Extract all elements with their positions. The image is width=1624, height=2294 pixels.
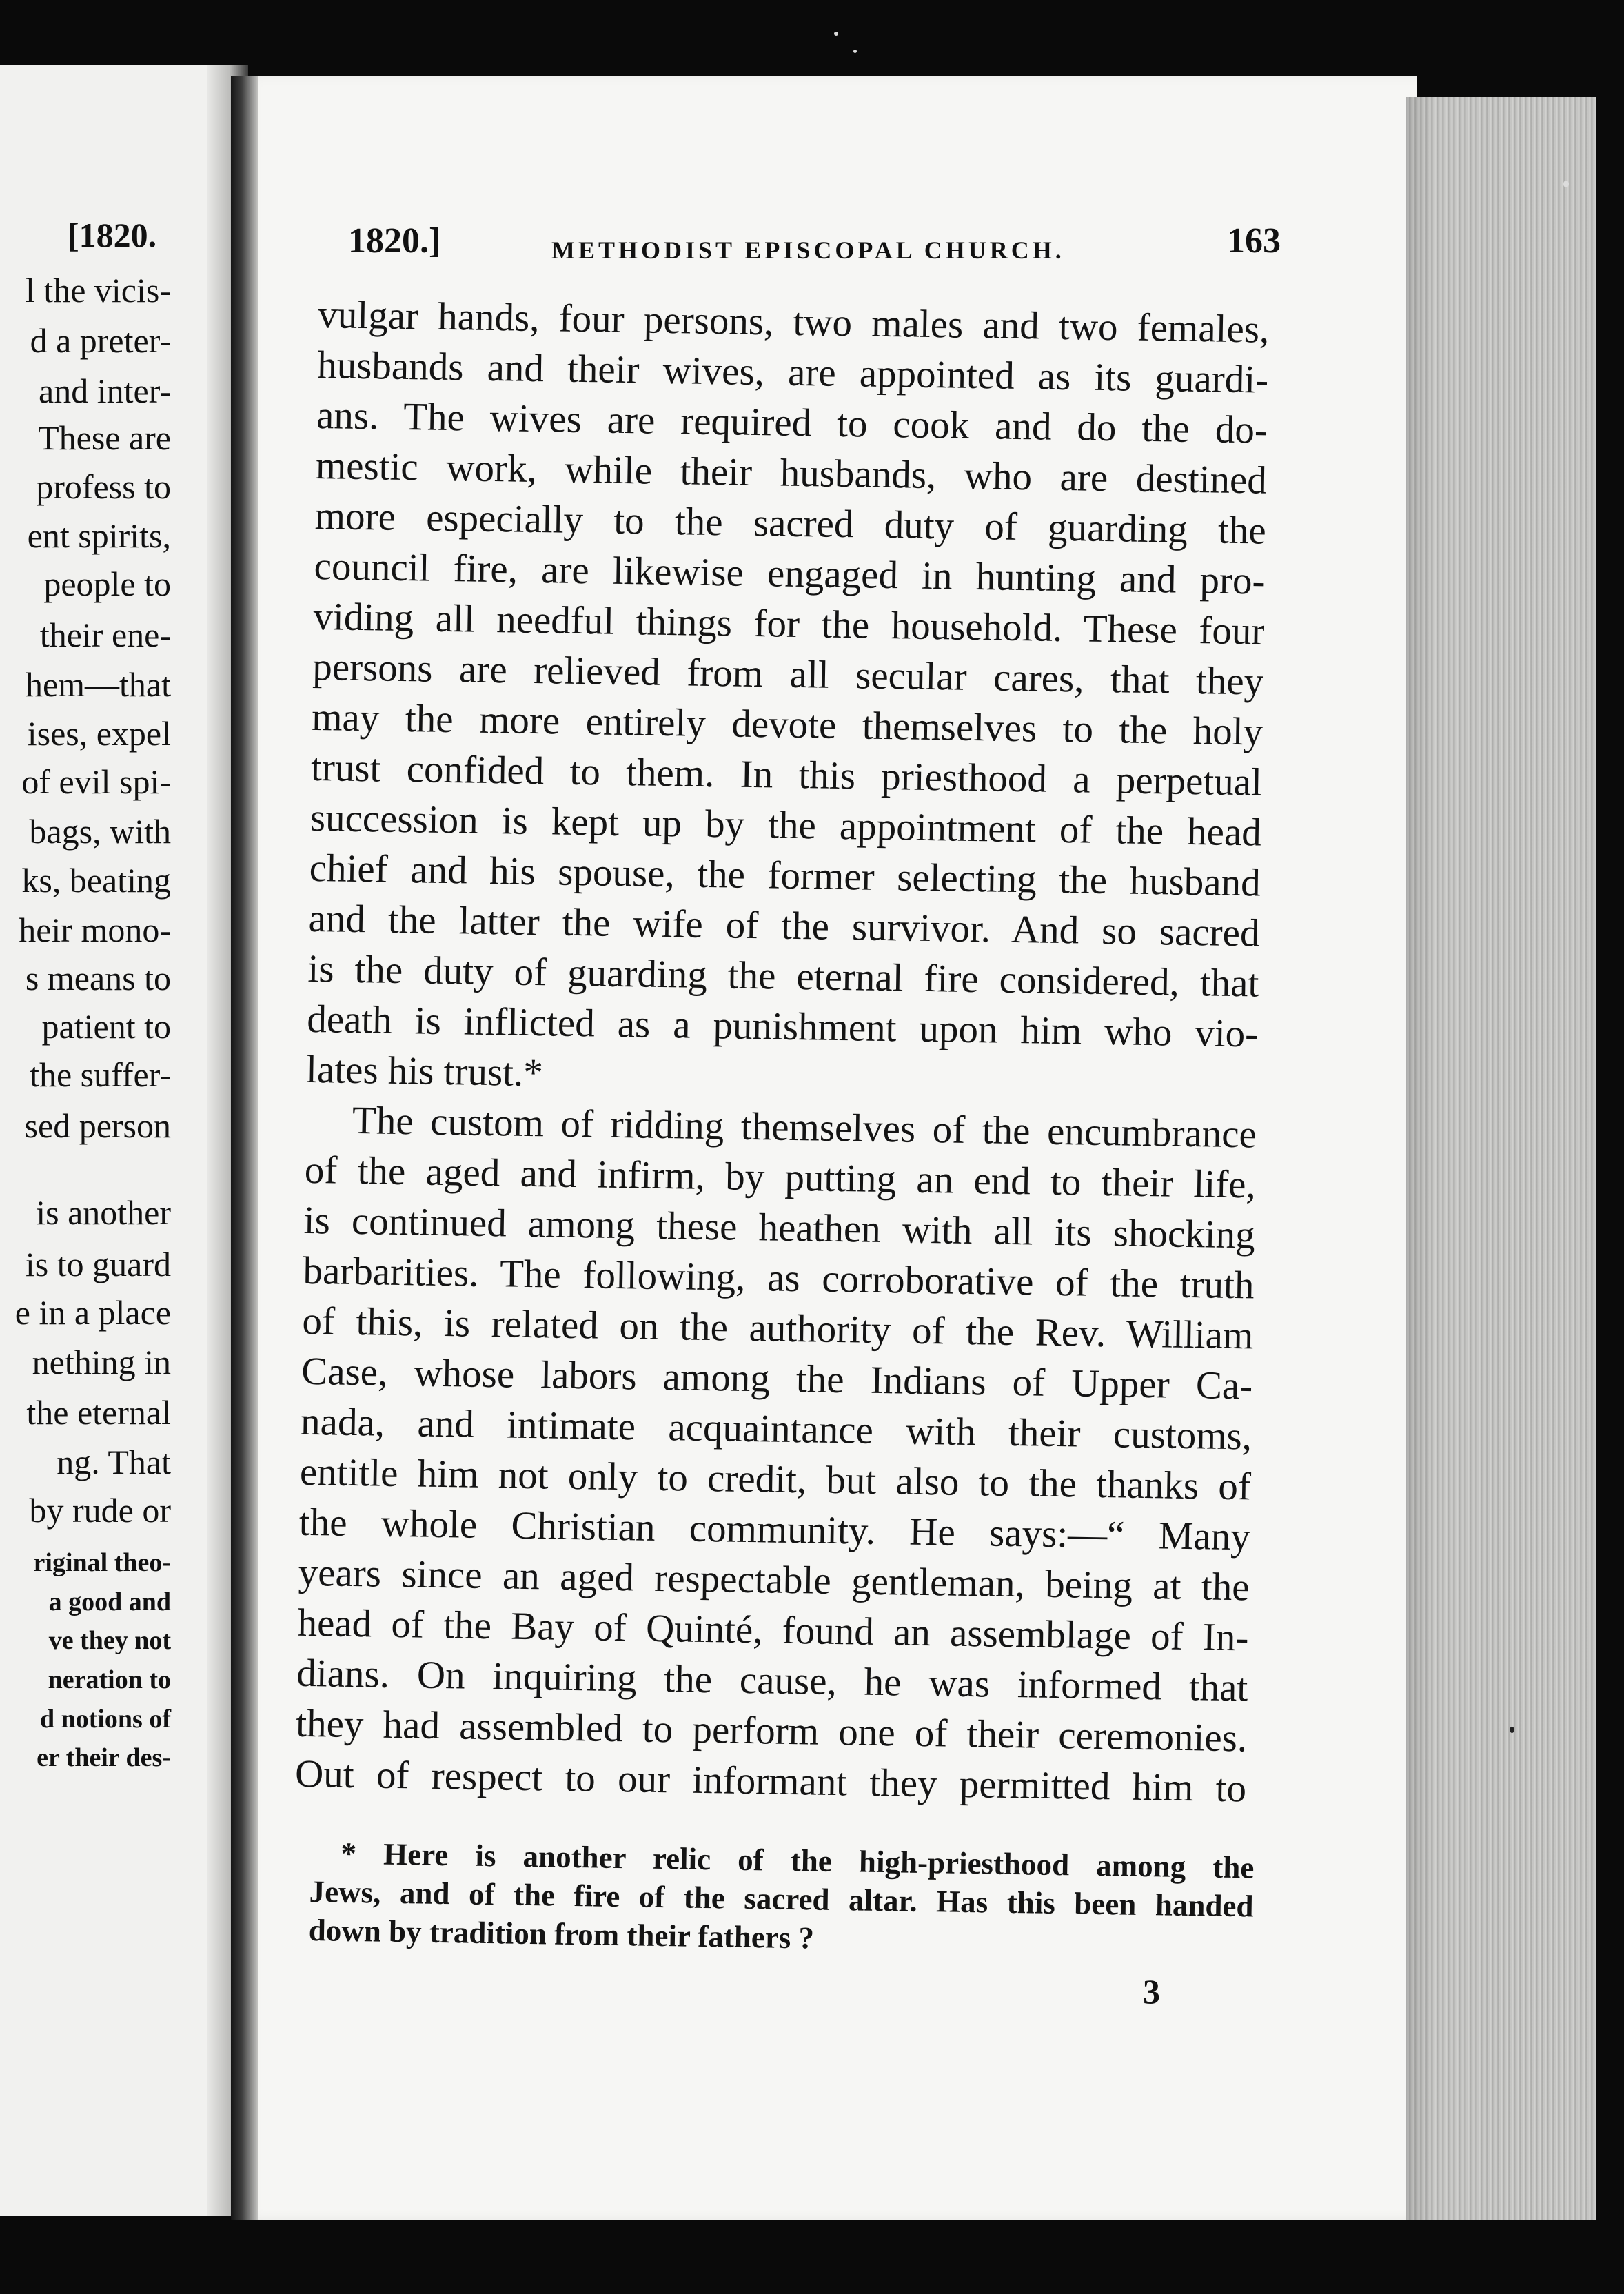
left-page-line: profess to [36,467,171,506]
body-line: lates his trust.* [305,1047,544,1095]
left-page-line: These are [38,418,171,457]
body-line: entitle him not only to credit, but also to the thanks of [299,1450,1252,1509]
left-page-line: ent spirits, [27,516,171,555]
body-line: council fire, are likewise engaged in hunting and pro- [314,544,1266,603]
left-page-line: is to guard [25,1245,171,1283]
left-page-note-line: neration to [48,1665,171,1694]
footnote [308,1834,1254,1964]
left-page-line: nething in [32,1343,171,1381]
left-page-line: is another [36,1193,171,1232]
left-page-line: hem—that [25,665,171,704]
body-line: they had assembled to perform one of their ceremonies. [295,1701,1248,1760]
body-line: chief and his spouse, the former selecting the husband [309,846,1261,905]
page-edges [1406,97,1596,2220]
body-line: barbarities. The following, as corroborative of the truth [303,1248,1255,1308]
body-line: head of the Bay of Quinté, found an assemblage of In- [297,1601,1249,1660]
body-line: years since an aged respectable gentleman, being at the [298,1550,1250,1610]
left-page-line: ises, expel [27,714,171,753]
body-line: ans. The wives are required to cook and do the do- [316,393,1268,452]
left-page-line: heir mono- [19,911,171,949]
body-line: more especially to the sacred duty of guarding the [314,494,1267,553]
body-line: and the latter the wife of the survivor. And so sacred [308,896,1260,955]
left-page-line: ng. That [57,1443,171,1481]
left-page-header: [1820. [68,216,157,254]
left-page-line: of evil spi- [21,762,171,801]
body-line: mestic work, while their husbands, who are destined [315,443,1268,503]
left-page-line: ks, beating [21,861,171,900]
body-line: persons are relieved from all secular cares, that they [312,644,1264,704]
body-line: dians. On inquiring the cause, he was informed that [296,1651,1248,1710]
body-line: the whole Christian community. He says:—“ Many [298,1500,1251,1559]
left-page-note-line: ve they not [48,1626,171,1655]
body-line: may the more entirely devote themselves to the holy [311,695,1263,754]
body-line: succession is kept up by the appointment of the head [309,795,1262,855]
left-page-note-line: riginal theo- [33,1548,171,1577]
page-number: 163 [1227,221,1281,261]
left-page-note-line: a good and [48,1587,171,1616]
body-line: of this, is related on the authority of the Rev. William [301,1299,1254,1358]
scan-speck [853,50,857,53]
running-head-year: 1820.] [348,221,441,261]
left-page-line: by rude or [29,1491,171,1530]
scan-speck [1563,181,1569,187]
body-line: viding all needful things for the household. These four [313,594,1265,653]
scan-speck [1510,1727,1514,1733]
scan-speck [834,32,838,36]
body-line: nada, and intimate acquaintance with their customs, [300,1399,1252,1459]
left-page-line: bags, with [29,812,171,851]
body-line: husbands and their wives, are appointed as its guardi- [316,343,1269,402]
left-page-line: sed person [24,1106,171,1145]
footnote-line: down by tradition from their fathers ? [308,1912,815,1956]
body-line: trust confided to them. In this priesthood a perpetual [310,745,1263,804]
signature-mark: 3 [1143,1972,1160,2011]
left-page-line: people to [43,565,171,603]
left-page-line: e in a place [14,1293,171,1332]
body-line: is continued among these heathen with all its shocking [303,1198,1256,1257]
left-page-line: l the vicis- [25,271,171,309]
footnote-line: * Here is another relic of the high-priesthood among the [341,1836,1255,1885]
body-text [295,290,1270,1814]
left-page-line: d a preter- [30,321,171,360]
left-page-line: the suffer- [30,1055,171,1094]
book-spine [231,76,258,2220]
body-line: The custom of ridding themselves of the encumbrance [352,1098,1257,1157]
page-edges-shadow [1406,97,1434,2220]
left-page-line: and inter- [39,372,171,410]
body-line: Out of respect to our informant they permitted him to [294,1752,1247,1811]
left-page-line: s means to [25,959,171,997]
running-head [0,221,1624,276]
body-line: of the aged and infirm, by putting an end to their life, [304,1148,1257,1207]
body-line: is the duty of guarding the eternal fire considered, that [307,946,1259,1006]
body-line: Case, whose labors among the Indians of Upper Ca- [301,1349,1253,1408]
left-page-line: patient to [41,1007,171,1046]
left-page-note-line: d notions of [39,1705,171,1734]
body-line: death is inflicted as a punishment upon him who vio- [306,997,1259,1056]
left-page-line: their ene- [39,616,171,654]
footnote-line: Jews, and of the fire of the sacred altar. Has this been handed [309,1874,1254,1924]
body-line: vulgar hands, four persons, two males and two females, [317,292,1270,352]
running-head-title: METHODIST EPISCOPAL CHURCH. [551,236,1065,264]
left-page-note-line: er their des- [37,1743,171,1772]
left-page-line: the eternal [26,1393,171,1432]
